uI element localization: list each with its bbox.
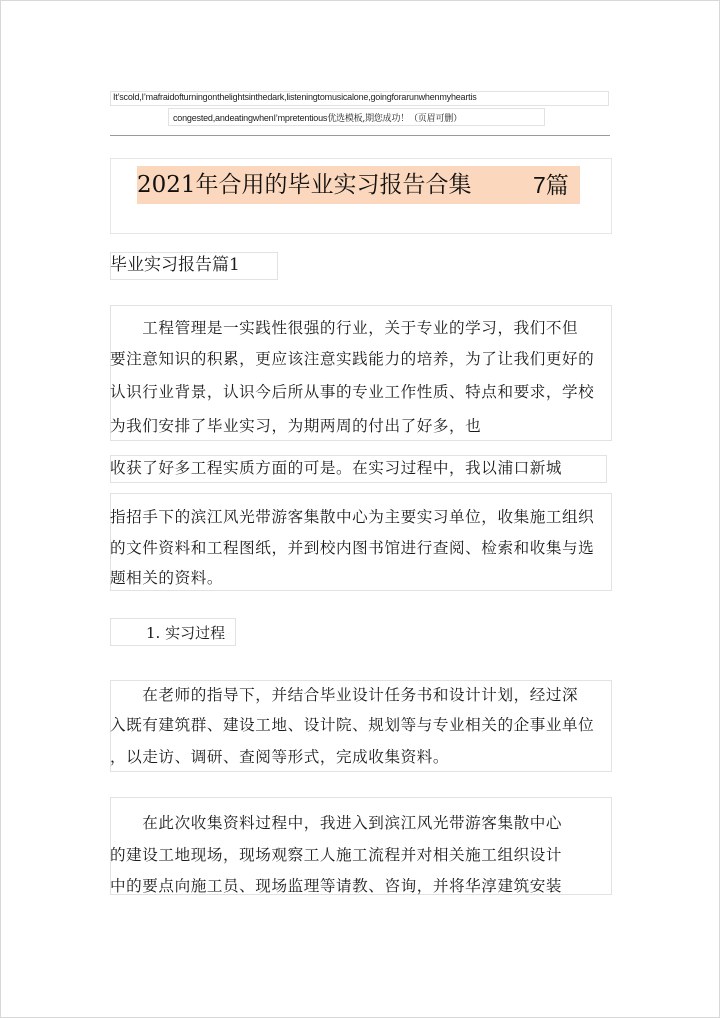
body-line: 指招手下的滨江风光带游客集散中心为主要实习单位，收集施工组织 — [110, 508, 595, 526]
header-line-1: It’scold,I’mafraidofturningonthelightsinthedark,listeningtomusicalone,goingforarunwhenmyheartis — [113, 92, 477, 102]
section-heading: 毕业实习报告篇1 — [110, 255, 240, 275]
header-line-2 — [173, 111, 462, 124]
body-line: 在老师的指导下，并结合毕业设计任务书和设计计划，经过深 — [110, 686, 579, 704]
body-line: 题相关的资料。 — [110, 569, 224, 587]
doc-title-count: 7篇 — [533, 172, 569, 198]
body-line: 的建设工地现场，现场观察工人施工流程并对相关施工组织设计 — [110, 846, 563, 864]
body-line: 工程管理是一实践性很强的行业，关于专业的学习，我们不但 — [110, 319, 579, 337]
body-line: 的文件资料和工程图纸，并到校内图书馆进行查阅、检索和收集与选 — [110, 539, 595, 557]
body-line: 认识行业背景，认识今后所从事的专业工作性质、特点和要求，学校 — [110, 383, 595, 401]
header-rule — [110, 135, 610, 136]
header-line-2-en: congested,andeatingwhenI’mpretentious — [173, 113, 328, 123]
body-line: 要注意知识的积累，更应该注意实践能力的培养，为了让我们更好的 — [110, 350, 595, 368]
subheading: 1. 实习过程 — [146, 624, 226, 642]
doc-title: 2021年合用的毕业实习报告合集 — [137, 172, 472, 198]
body-line: 为我们安排了毕业实习，为期两周的付出了好多，也 — [110, 417, 482, 435]
body-line: 收获了好多工程实质方面的可是。在实习过程中，我以浦口新城 — [110, 459, 563, 477]
body-line: 中的要点向施工员、现场监理等请教、咨询，并将华淳建筑安装 — [110, 877, 563, 895]
body-line: 入既有建筑群、建设工地、设计院、规划等与专业相关的企事业单位 — [110, 716, 595, 734]
body-line: 在此次收集资料过程中，我进入到滨江风光带游客集散中心 — [110, 814, 563, 832]
body-line: ，以走访、调研、查阅等形式，完成收集资料。 — [110, 748, 450, 766]
header-line-2-cn: 优选模板,期您成功！（页眉可删） — [327, 114, 462, 124]
